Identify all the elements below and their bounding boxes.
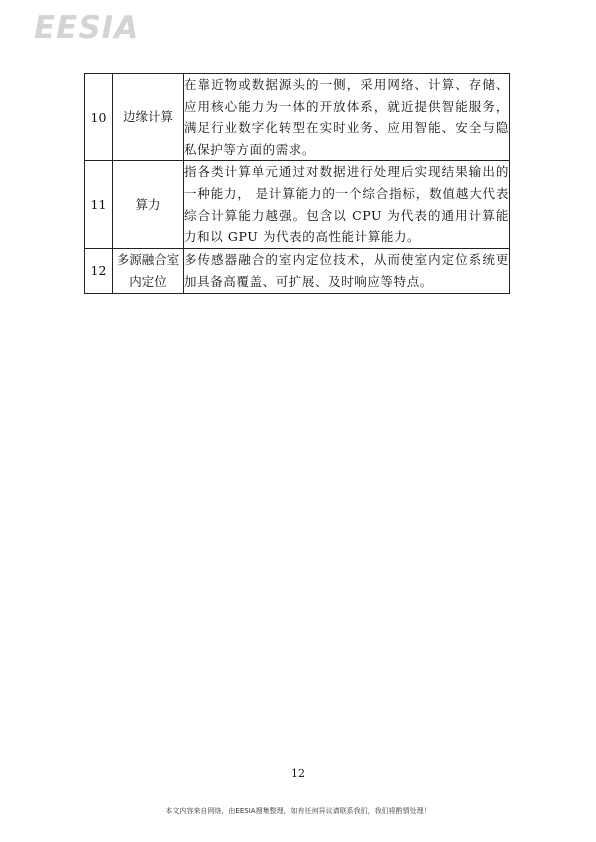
term-name: 算力	[113, 161, 184, 248]
page-number: 12	[291, 767, 305, 780]
terms-table	[84, 73, 510, 294]
eesia-logo: EESIA	[34, 10, 140, 46]
row-number: 10	[85, 74, 113, 161]
table-row	[85, 161, 510, 248]
term-name: 边缘计算	[113, 74, 184, 161]
term-definition: 多传感器融合的室内定位技术，从而使室内定位系统更加具备高覆盖、可扩展、及时响应等特点。	[184, 248, 510, 293]
row-number: 12	[85, 248, 113, 293]
term-definition: 指各类计算单元通过对数据进行处理后实现结果输出的一种能力， 是计算能力的一个综合指标，数值越大代表综合计算能力越强。包含以 CPU 为代表的通用计算能力和以 GPU 为代表的高性能计算能力。	[184, 161, 510, 248]
term-definition: 在靠近物或数据源头的一侧，采用网络、计算、存储、应用核心能力为一体的开放体系，就近提供智能服务，满足行业数字化转型在实时业务、应用智能、安全与隐私保护等方面的需求。	[184, 74, 510, 161]
footer-disclaimer: 本文内容来自网络，由EESIA搜集整理，如有任何异议请联系我们，我们将酌情处理！	[165, 807, 431, 815]
table-row	[85, 248, 510, 293]
term-name: 多源融合室内定位	[113, 248, 184, 293]
table-row	[85, 74, 510, 161]
row-number: 11	[85, 161, 113, 248]
